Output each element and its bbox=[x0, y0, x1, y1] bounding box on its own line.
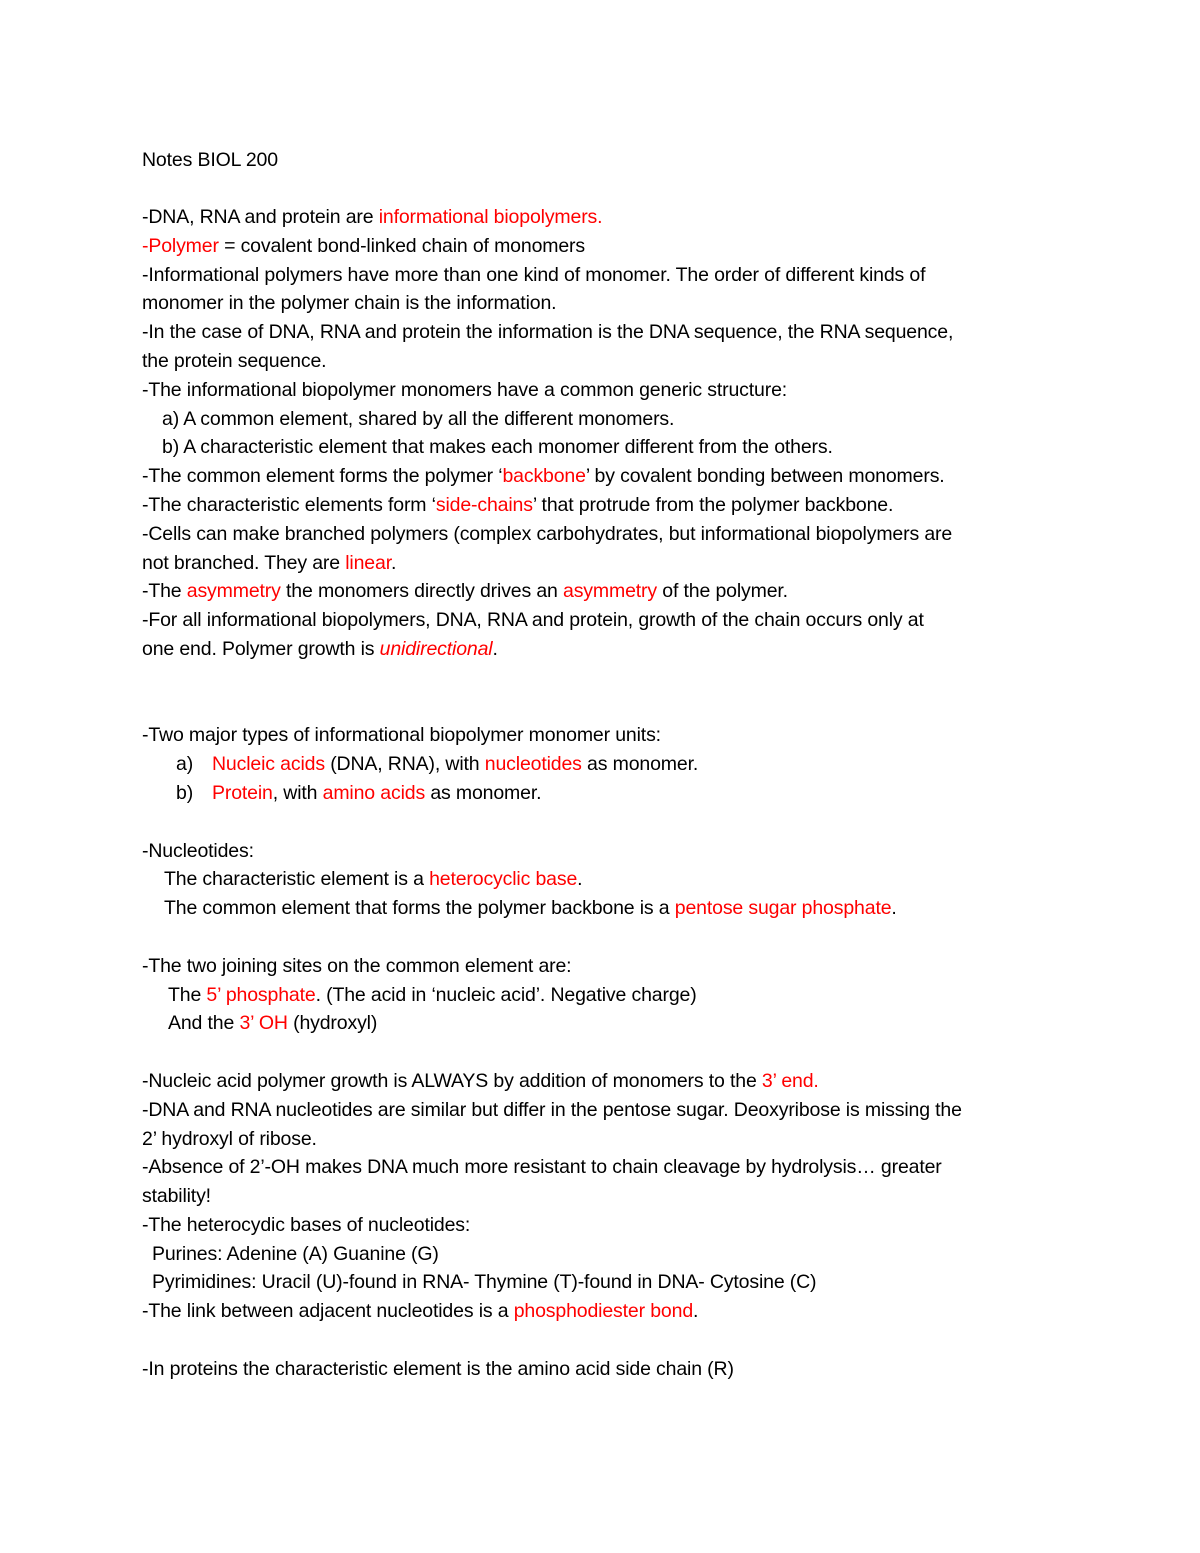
text-run: . bbox=[577, 868, 583, 891]
highlighted-term: linear bbox=[345, 551, 391, 574]
highlighted-term: nucleotides bbox=[484, 753, 582, 776]
text-run: -The two joining sites on the common element are: bbox=[142, 954, 572, 977]
text-run: -In proteins the characteristic element is the amino acid side chain (R) bbox=[142, 1357, 734, 1380]
text-line bbox=[142, 491, 1082, 520]
text-run: a) A common element, shared by all the different monomers. bbox=[162, 407, 675, 430]
text-run: monomer in the polymer chain is the information. bbox=[142, 292, 557, 315]
text-line bbox=[142, 1240, 1082, 1269]
text-line bbox=[142, 261, 1082, 290]
text-line bbox=[142, 577, 1082, 606]
text-line bbox=[142, 318, 1082, 347]
list-item bbox=[142, 750, 1082, 779]
text-run: -Nucleic acid polymer growth is ALWAYS by addition of monomers to the bbox=[142, 1069, 762, 1092]
text-line bbox=[142, 894, 1082, 923]
text-run: not branched. They are bbox=[142, 551, 346, 574]
text-line bbox=[142, 462, 1082, 491]
text-run: -The bbox=[142, 580, 187, 603]
text-line bbox=[142, 549, 1082, 578]
text-run: , with bbox=[272, 781, 323, 804]
text-line bbox=[142, 865, 1082, 894]
text-line bbox=[142, 1009, 1082, 1038]
text-run: b) A characteristic element that makes each monomer different from the others. bbox=[162, 436, 833, 459]
text-run: The common element that forms the polymer backbone is a bbox=[164, 897, 675, 920]
text-run: 2’ hydroxyl of ribose. bbox=[142, 1127, 317, 1150]
text-run: the monomers directly drives an bbox=[280, 580, 564, 603]
text-run: -The informational biopolymer monomers have a common generic structure: bbox=[142, 378, 788, 401]
text-line bbox=[142, 232, 1082, 261]
text-run: -Absence of 2’-OH makes DNA much more resistant to chain cleavage by hydrolysis… greater bbox=[142, 1156, 942, 1179]
document-body bbox=[142, 203, 1082, 1384]
blank-line bbox=[142, 664, 1082, 693]
highlighted-term: backbone bbox=[502, 465, 586, 488]
text-run: . bbox=[693, 1300, 699, 1323]
text-run: ’ that protrude from the polymer backbone. bbox=[532, 493, 894, 516]
text-run: -The heterocydic bases of nucleotides: bbox=[142, 1213, 471, 1236]
text-run: . bbox=[492, 637, 498, 660]
list-marker: b) bbox=[176, 781, 194, 804]
text-run: of the polymer. bbox=[657, 580, 788, 603]
text-run: stability! bbox=[142, 1185, 211, 1208]
highlighted-term: side-chains bbox=[435, 493, 533, 516]
text-line bbox=[142, 1182, 1082, 1211]
text-line bbox=[142, 606, 1082, 635]
highlighted-term: Nucleic acids bbox=[212, 753, 325, 776]
text-line bbox=[142, 721, 1082, 750]
text-line bbox=[142, 1096, 1082, 1125]
text-line bbox=[142, 289, 1082, 318]
highlighted-term: 3’ end. bbox=[761, 1069, 819, 1092]
highlighted-term: asymmetry bbox=[563, 580, 658, 603]
highlighted-term: 5’ phosphate bbox=[206, 983, 316, 1006]
text-run: one end. Polymer growth is bbox=[142, 637, 380, 660]
text-line bbox=[142, 1355, 1082, 1384]
text-run: -DNA, RNA and protein are bbox=[142, 206, 379, 228]
text-run: . bbox=[390, 551, 397, 574]
blank-line bbox=[142, 923, 1082, 952]
highlighted-term: informational biopolymers. bbox=[378, 206, 603, 228]
text-run: Purines: Adenine (A) Guanine (G) bbox=[152, 1242, 439, 1265]
highlighted-term: heterocyclic base bbox=[429, 868, 578, 891]
text-line bbox=[142, 1067, 1082, 1096]
text-run: ’ by covalent bonding between monomers. bbox=[585, 465, 945, 488]
text-line bbox=[142, 837, 1082, 866]
text-run: the protein sequence. bbox=[142, 349, 327, 372]
text-line bbox=[142, 1297, 1082, 1326]
blank-line bbox=[142, 808, 1082, 837]
text-run: -DNA and RNA nucleotides are similar but differ in the pentose sugar. Deoxyribose is missing the bbox=[142, 1098, 962, 1121]
text-run: (DNA, RNA), with bbox=[324, 753, 485, 776]
text-run: = covalent bond-linked chain of monomers bbox=[218, 234, 586, 257]
highlighted-term: 3’ OH bbox=[239, 1012, 288, 1035]
text-run: -In the case of DNA, RNA and protein the information is the DNA sequence, the RNA sequence, bbox=[142, 321, 954, 344]
text-line bbox=[142, 1125, 1082, 1154]
highlighted-term: asymmetry bbox=[186, 580, 281, 603]
highlighted-term: pentose sugar phosphate bbox=[674, 897, 892, 920]
text-run: -Informational polymers have more than one kind of monomer. The order of different kinds of bbox=[142, 263, 926, 286]
text-line bbox=[142, 1153, 1082, 1182]
text-run: -Nucleotides: bbox=[142, 839, 254, 862]
text-run: -The characteristic elements form ‘ bbox=[142, 493, 436, 516]
blank-line bbox=[142, 693, 1082, 722]
highlighted-term: phosphodiester bond bbox=[513, 1300, 694, 1323]
text-run: Pyrimidines: Uracil (U)-found in RNA- Thymine (T)-found in DNA- Cytosine (C) bbox=[152, 1271, 817, 1294]
text-line bbox=[142, 520, 1082, 549]
text-run: -For all informational biopolymers, DNA, RNA and protein, growth of the chain occurs only at bbox=[142, 609, 924, 632]
page-title: Notes BIOL 200 bbox=[142, 149, 278, 171]
text-run: The bbox=[168, 983, 207, 1006]
text-line bbox=[142, 981, 1082, 1010]
text-run: . (The acid in ‘nucleic acid’. Negative charge) bbox=[315, 983, 697, 1006]
text-run: as monomer. bbox=[425, 781, 542, 804]
blank-line bbox=[142, 1326, 1082, 1355]
text-run: -Two major types of informational biopolymer monomer units: bbox=[142, 724, 661, 747]
text-run: The characteristic element is a bbox=[164, 868, 430, 891]
text-line bbox=[142, 203, 1082, 232]
text-run: -Cells can make branched polymers (complex carbohydrates, but informational biopolymers are bbox=[142, 522, 953, 545]
text-run: And the bbox=[168, 1012, 240, 1035]
text-run: as monomer. bbox=[581, 753, 699, 776]
text-line bbox=[142, 1211, 1082, 1240]
text-line bbox=[142, 635, 1082, 664]
list-marker: a) bbox=[176, 753, 194, 776]
blank-line bbox=[142, 1038, 1082, 1067]
highlighted-term: -Polymer bbox=[142, 234, 219, 257]
text-run: (hydroxyl) bbox=[287, 1012, 378, 1035]
text-line bbox=[142, 405, 1082, 434]
highlighted-term: Protein bbox=[212, 781, 273, 804]
text-line bbox=[142, 376, 1082, 405]
highlighted-term: amino acids bbox=[322, 781, 426, 804]
list-item bbox=[142, 779, 1082, 808]
text-run: -The common element forms the polymer ‘ bbox=[142, 465, 503, 488]
text-run: . bbox=[891, 897, 897, 920]
highlighted-term: unidirectional bbox=[379, 637, 493, 660]
text-line bbox=[142, 347, 1082, 376]
text-line bbox=[142, 433, 1082, 462]
text-line bbox=[142, 1268, 1082, 1297]
text-run: -The link between adjacent nucleotides is a bbox=[142, 1300, 514, 1323]
text-line bbox=[142, 952, 1082, 981]
